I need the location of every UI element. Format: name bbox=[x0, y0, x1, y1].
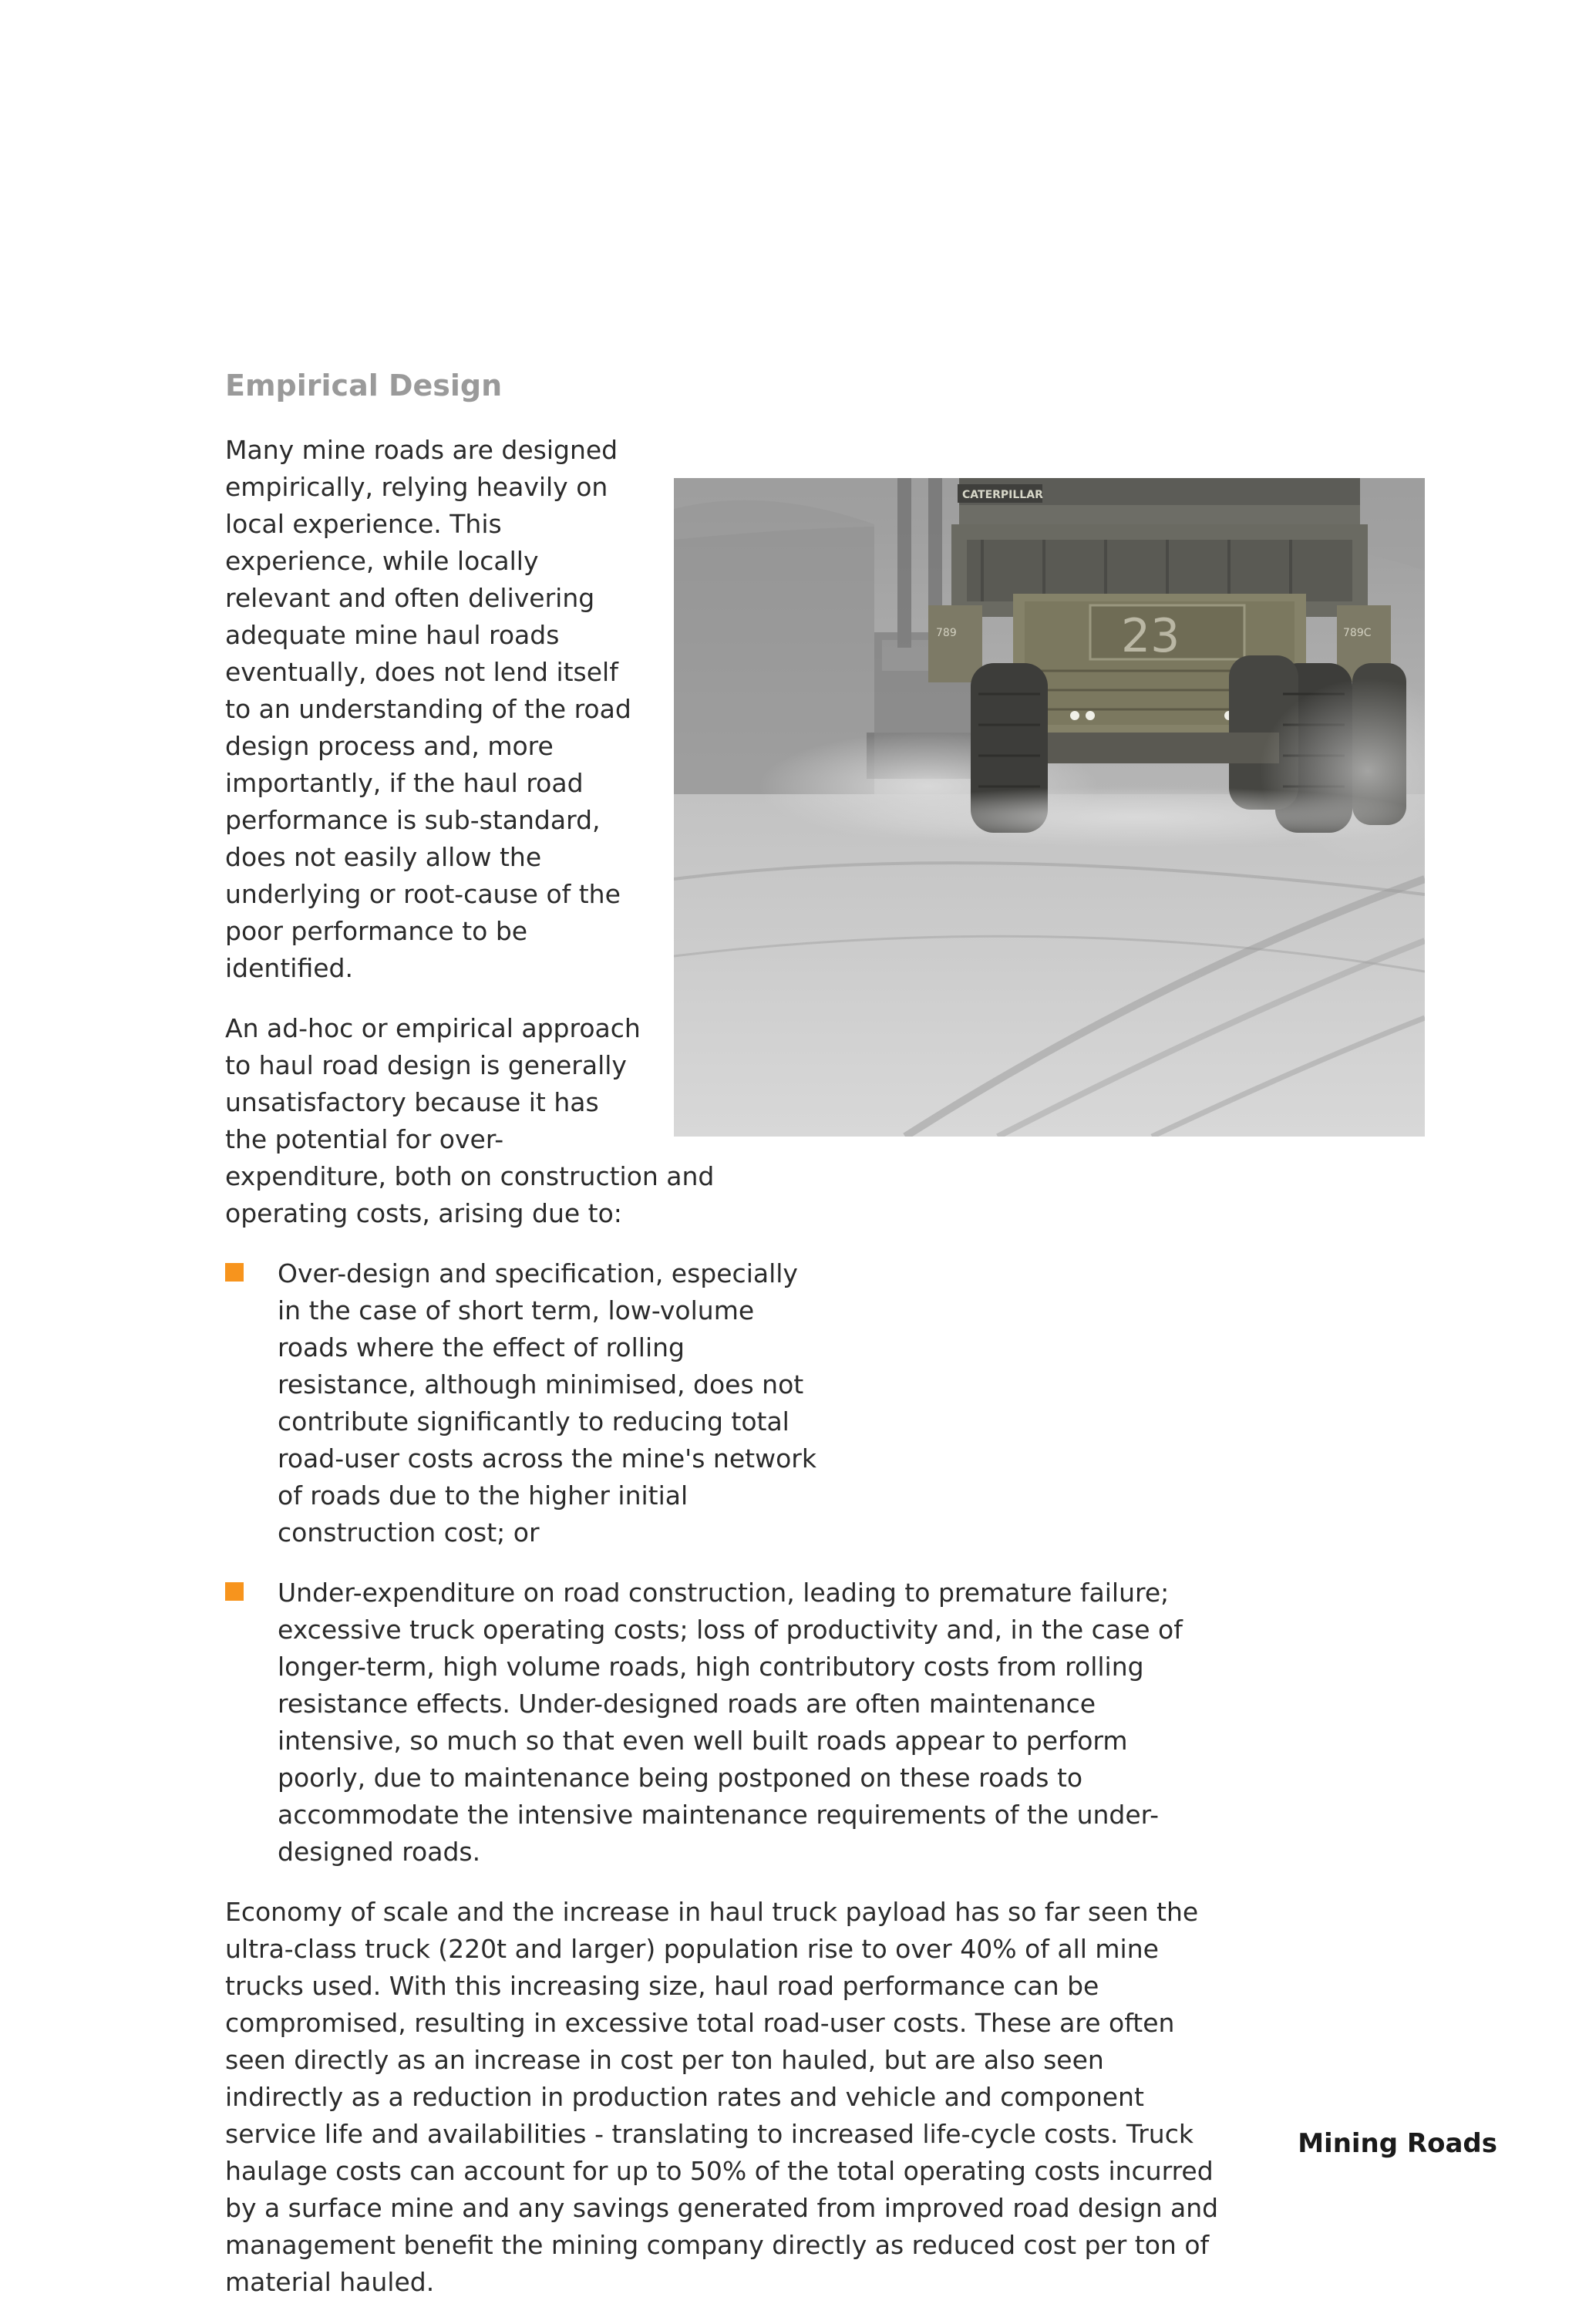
orange-square-bullet-icon bbox=[225, 1582, 244, 1601]
body-text bbox=[225, 432, 1372, 2324]
approach-paragraph: An ad-hoc or empirical approach to haul road design is generally unsatisfactory because it has the potential for over-expenditure, both on construction and operating costs, arising due to: bbox=[225, 1013, 715, 1228]
cost-risk-list bbox=[225, 1255, 1220, 1871]
list-item bbox=[225, 1255, 817, 1551]
right-badge: 789C bbox=[1343, 627, 1372, 639]
haul-truck-illustration bbox=[674, 478, 1425, 1137]
brand-decal: CATERPILLAR bbox=[962, 489, 1043, 501]
list-item bbox=[225, 1575, 1220, 1871]
intro-paragraph: Many mine roads are designed empirically, relying heavily on local experience. This experience, while locally relevant and often delivering adequate mine haul roads eventually, does not lend itself to an understanding of the road design process and, more importantly, if the haul road performance is sub-standard, does not easily allow the underlying or root-cause of the poor performance to be identified. bbox=[225, 435, 631, 983]
orange-square-bullet-icon bbox=[225, 1263, 244, 1282]
page-title: Empirical Design bbox=[225, 369, 503, 402]
bullet-text: Over-design and specification, especially in the case of short term, low-volume roads where the effect of rolling resistance, although minimised, does not contribute significantly to reducing total road-user costs across the mine's network of roads due to the higher initial construction cost; or bbox=[278, 1258, 816, 1548]
haul-truck-photo bbox=[674, 478, 1425, 1137]
economy-of-scale-paragraph: Economy of scale and the increase in haul truck payload has so far seen the ultra-class truck (220t and larger) population rise to over 40% of all mine trucks used. With this increasing size, haul road performance can be compromised, resulting in excessive total road-user costs. These are often seen directly as an increase in cost per ton hauled, but are also seen indirectly as a reduction in production rates and vehicle and component service life and availabilities - translating to increased life-cycle costs. Truck haulage costs can account for up to 50% of the total operating costs incurred by a surface mine and any savings generated from improved road design and management benefit the mining company directly as reduced cost per ton of material hauled. bbox=[225, 1897, 1219, 2297]
left-badge: 789 bbox=[936, 627, 957, 639]
truck-number: 23 bbox=[1121, 609, 1180, 663]
footer-section-title: Mining Roads bbox=[1298, 2128, 1497, 2159]
bullet-text: Under-expenditure on road construction, leading to premature failure; excessive truck operating costs; loss of productivity and, in the case of longer-term, high volume roads, high contributory costs from rolling resistance effects. Under-designed roads are often maintenance intensive, so much so that even well built roads appear to perform poorly, due to maintenance being postponed on these roads to accommodate the intensive maintenance requirements of the under-designed roads. bbox=[278, 1578, 1183, 1867]
